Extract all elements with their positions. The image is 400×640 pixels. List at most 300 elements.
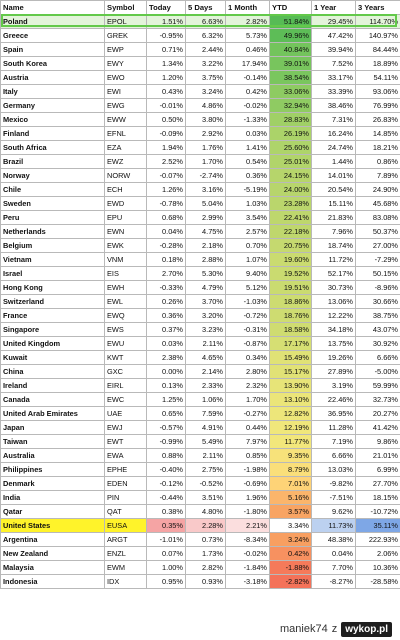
cell-symbol: EWD <box>105 197 147 211</box>
cell-one-month: -0.02% <box>226 547 270 561</box>
cell-one-month: -1.03% <box>226 295 270 309</box>
cell-symbol: ARGT <box>105 533 147 547</box>
cell-symbol: QAT <box>105 505 147 519</box>
cell-name: Japan <box>1 421 105 435</box>
cell-name: Hong Kong <box>1 281 105 295</box>
cell-symbol: UAE <box>105 407 147 421</box>
cell-one-year: 36.95% <box>312 407 356 421</box>
cell-one-month: 0.36% <box>226 169 270 183</box>
cell-one-month: 5.12% <box>226 281 270 295</box>
cell-one-year: 3.19% <box>312 379 356 393</box>
table-row <box>1 491 400 505</box>
cell-ytd: 17.17% <box>270 337 312 351</box>
cell-one-month: -0.72% <box>226 309 270 323</box>
cell-three-years: 45.68% <box>356 197 400 211</box>
table-row <box>1 85 400 99</box>
cell-symbol: EZA <box>105 141 147 155</box>
cell-five-days: 2.18% <box>186 239 226 253</box>
cell-ytd: 18.86% <box>270 295 312 309</box>
cell-symbol: EDEN <box>105 477 147 491</box>
cell-three-years: 76.99% <box>356 99 400 113</box>
cell-today: -0.40% <box>147 463 186 477</box>
cell-five-days: 6.63% <box>186 15 226 29</box>
cell-one-month: 0.03% <box>226 127 270 141</box>
cell-one-year: 7.31% <box>312 113 356 127</box>
cell-five-days: 3.16% <box>186 183 226 197</box>
cell-one-year: 11.73% <box>312 519 356 533</box>
cell-ytd: 15.49% <box>270 351 312 365</box>
cell-name: Belgium <box>1 239 105 253</box>
cell-ytd: 12.19% <box>270 421 312 435</box>
column-header-one-year: 1 Year <box>312 1 356 15</box>
watermark-joiner: z <box>331 623 338 635</box>
cell-today: 0.65% <box>147 407 186 421</box>
cell-ytd: 12.82% <box>270 407 312 421</box>
cell-three-years: 30.66% <box>356 295 400 309</box>
cell-one-year: 19.26% <box>312 351 356 365</box>
cell-name: Greece <box>1 29 105 43</box>
cell-one-year: 15.11% <box>312 197 356 211</box>
cell-five-days: 0.73% <box>186 533 226 547</box>
cell-ytd: 22.41% <box>270 211 312 225</box>
table-row <box>1 561 400 575</box>
table-row <box>1 449 400 463</box>
cell-three-years: -8.96% <box>356 281 400 295</box>
cell-symbol: EWO <box>105 71 147 85</box>
cell-five-days: 2.99% <box>186 211 226 225</box>
cell-ytd: 49.96% <box>270 29 312 43</box>
cell-five-days: 5.04% <box>186 197 226 211</box>
table-row <box>1 267 400 281</box>
cell-name: Qatar <box>1 505 105 519</box>
cell-one-year: 7.96% <box>312 225 356 239</box>
cell-name: Denmark <box>1 477 105 491</box>
table-row <box>1 575 400 589</box>
cell-symbol: EWY <box>105 57 147 71</box>
cell-three-years: 27.70% <box>356 477 400 491</box>
cell-five-days: 3.20% <box>186 309 226 323</box>
cell-today: 0.37% <box>147 323 186 337</box>
cell-today: 1.34% <box>147 57 186 71</box>
cell-ytd: 20.75% <box>270 239 312 253</box>
cell-one-year: 29.45% <box>312 15 356 29</box>
cell-three-years: 114.70% <box>356 15 400 29</box>
cell-three-years: 6.66% <box>356 351 400 365</box>
cell-ytd: 18.76% <box>270 309 312 323</box>
cell-name: Singapore <box>1 323 105 337</box>
cell-five-days: 4.65% <box>186 351 226 365</box>
cell-ytd: 38.54% <box>270 71 312 85</box>
table-body <box>1 15 400 589</box>
cell-name: United States <box>1 519 105 533</box>
cell-three-years: 7.89% <box>356 169 400 183</box>
column-header-one-month: 1 Month <box>226 1 270 15</box>
cell-one-month: 0.54% <box>226 155 270 169</box>
cell-symbol: EWQ <box>105 309 147 323</box>
table-row <box>1 141 400 155</box>
cell-one-month: -1.80% <box>226 505 270 519</box>
cell-ytd: 25.60% <box>270 141 312 155</box>
cell-five-days: 5.30% <box>186 267 226 281</box>
cell-one-month: 9.40% <box>226 267 270 281</box>
cell-one-year: 6.66% <box>312 449 356 463</box>
cell-three-years: 24.90% <box>356 183 400 197</box>
cell-today: -0.95% <box>147 29 186 43</box>
cell-three-years: 222.93% <box>356 533 400 547</box>
cell-one-year: 11.28% <box>312 421 356 435</box>
cell-name: Finland <box>1 127 105 141</box>
cell-one-month: 2.21% <box>226 519 270 533</box>
table-row <box>1 323 400 337</box>
cell-three-years: 21.01% <box>356 449 400 463</box>
cell-one-year: 48.38% <box>312 533 356 547</box>
table-row <box>1 393 400 407</box>
cell-symbol: EIS <box>105 267 147 281</box>
cell-name: Norway <box>1 169 105 183</box>
cell-symbol: EWA <box>105 449 147 463</box>
table-row <box>1 71 400 85</box>
cell-symbol: EIRL <box>105 379 147 393</box>
cell-today: -0.44% <box>147 491 186 505</box>
cell-one-year: 20.54% <box>312 183 356 197</box>
cell-symbol: EWJ <box>105 421 147 435</box>
table-row <box>1 351 400 365</box>
table-row <box>1 43 400 57</box>
cell-symbol: EPU <box>105 211 147 225</box>
cell-name: Ireland <box>1 379 105 393</box>
cell-one-month: 0.70% <box>226 239 270 253</box>
cell-three-years: -28.58% <box>356 575 400 589</box>
cell-symbol: GREK <box>105 29 147 43</box>
cell-symbol: ECH <box>105 183 147 197</box>
cell-one-month: 1.07% <box>226 253 270 267</box>
cell-name: Austria <box>1 71 105 85</box>
cell-one-year: 13.06% <box>312 295 356 309</box>
cell-one-year: 24.74% <box>312 141 356 155</box>
cell-three-years: 20.27% <box>356 407 400 421</box>
cell-name: South Africa <box>1 141 105 155</box>
table-row <box>1 155 400 169</box>
table-row <box>1 113 400 127</box>
column-header-name: Name <box>1 1 105 15</box>
cell-name: Brazil <box>1 155 105 169</box>
cell-three-years: 32.73% <box>356 393 400 407</box>
cell-one-month: -0.87% <box>226 337 270 351</box>
cell-symbol: EWW <box>105 113 147 127</box>
cell-symbol: EWP <box>105 43 147 57</box>
table-row <box>1 295 400 309</box>
cell-name: Taiwan <box>1 435 105 449</box>
cell-symbol: NORW <box>105 169 147 183</box>
cell-one-year: -7.51% <box>312 491 356 505</box>
column-header-symbol: Symbol <box>105 1 147 15</box>
cell-symbol: EPHE <box>105 463 147 477</box>
cell-ytd: 7.01% <box>270 477 312 491</box>
cell-one-month: 0.42% <box>226 85 270 99</box>
cell-one-year: 38.46% <box>312 99 356 113</box>
cell-ytd: 39.01% <box>270 57 312 71</box>
cell-one-year: 7.52% <box>312 57 356 71</box>
cell-five-days: 2.88% <box>186 253 226 267</box>
table-row <box>1 239 400 253</box>
cell-five-days: 3.24% <box>186 85 226 99</box>
cell-five-days: 0.93% <box>186 575 226 589</box>
cell-three-years: -7.29% <box>356 253 400 267</box>
cell-five-days: 6.32% <box>186 29 226 43</box>
cell-today: -0.57% <box>147 421 186 435</box>
cell-name: Vietnam <box>1 253 105 267</box>
cell-ytd: 19.51% <box>270 281 312 295</box>
cell-today: 0.50% <box>147 113 186 127</box>
cell-three-years: 10.36% <box>356 561 400 575</box>
cell-today: 1.20% <box>147 71 186 85</box>
cell-today: 1.25% <box>147 393 186 407</box>
cell-one-year: 22.46% <box>312 393 356 407</box>
cell-three-years: 50.37% <box>356 225 400 239</box>
cell-ytd: 51.84% <box>270 15 312 29</box>
cell-one-month: -1.33% <box>226 113 270 127</box>
cell-ytd: 23.28% <box>270 197 312 211</box>
cell-one-year: 21.83% <box>312 211 356 225</box>
cell-five-days: 2.11% <box>186 337 226 351</box>
cell-three-years: 35.11% <box>356 519 400 533</box>
cell-symbol: EWI <box>105 85 147 99</box>
cell-ytd: 28.83% <box>270 113 312 127</box>
cell-three-years: -10.72% <box>356 505 400 519</box>
cell-symbol: EWT <box>105 435 147 449</box>
cell-ytd: 8.79% <box>270 463 312 477</box>
cell-one-year: 34.18% <box>312 323 356 337</box>
cell-ytd: 26.19% <box>270 127 312 141</box>
cell-name: South Korea <box>1 57 105 71</box>
table-row <box>1 253 400 267</box>
cell-name: Italy <box>1 85 105 99</box>
cell-one-year: 39.94% <box>312 43 356 57</box>
cell-today: -0.07% <box>147 169 186 183</box>
cell-three-years: 93.06% <box>356 85 400 99</box>
cell-name: India <box>1 491 105 505</box>
cell-symbol: EWN <box>105 225 147 239</box>
table-row <box>1 15 400 29</box>
cell-today: -0.99% <box>147 435 186 449</box>
column-header-five-days: 5 Days <box>186 1 226 15</box>
cell-ytd: 3.34% <box>270 519 312 533</box>
cell-name: Poland <box>1 15 105 29</box>
cell-five-days: 5.49% <box>186 435 226 449</box>
cell-today: 1.26% <box>147 183 186 197</box>
cell-today: 2.38% <box>147 351 186 365</box>
cell-ytd: 9.35% <box>270 449 312 463</box>
cell-one-year: 12.22% <box>312 309 356 323</box>
cell-five-days: 3.51% <box>186 491 226 505</box>
cell-symbol: IDX <box>105 575 147 589</box>
cell-ytd: 24.00% <box>270 183 312 197</box>
cell-five-days: 4.86% <box>186 99 226 113</box>
cell-one-year: 7.19% <box>312 435 356 449</box>
cell-today: 0.07% <box>147 547 186 561</box>
cell-ytd: 19.52% <box>270 267 312 281</box>
cell-name: Spain <box>1 43 105 57</box>
cell-name: France <box>1 309 105 323</box>
cell-today: 2.52% <box>147 155 186 169</box>
cell-ytd: -1.88% <box>270 561 312 575</box>
cell-one-month: 2.57% <box>226 225 270 239</box>
cell-three-years: 6.99% <box>356 463 400 477</box>
cell-one-month: -3.18% <box>226 575 270 589</box>
cell-one-month: 5.73% <box>226 29 270 43</box>
table-row <box>1 421 400 435</box>
cell-ytd: 3.57% <box>270 505 312 519</box>
cell-three-years: 38.75% <box>356 309 400 323</box>
table-row <box>1 57 400 71</box>
table-row <box>1 477 400 491</box>
table-row <box>1 435 400 449</box>
cell-three-years: 43.07% <box>356 323 400 337</box>
cell-today: 0.18% <box>147 253 186 267</box>
cell-ytd: 5.16% <box>270 491 312 505</box>
table-row <box>1 211 400 225</box>
cell-one-month: 2.80% <box>226 365 270 379</box>
column-header-today: Today <box>147 1 186 15</box>
cell-five-days: 2.44% <box>186 43 226 57</box>
cell-today: 0.00% <box>147 365 186 379</box>
cell-ytd: 40.84% <box>270 43 312 57</box>
cell-one-month: 0.44% <box>226 421 270 435</box>
cell-today: -0.01% <box>147 99 186 113</box>
cell-three-years: 84.44% <box>356 43 400 57</box>
cell-today: 0.68% <box>147 211 186 225</box>
table-row <box>1 309 400 323</box>
cell-one-month: 7.97% <box>226 435 270 449</box>
cell-five-days: 1.70% <box>186 155 226 169</box>
cell-name: Argentina <box>1 533 105 547</box>
cell-three-years: 18.89% <box>356 57 400 71</box>
cell-one-year: 52.17% <box>312 267 356 281</box>
cell-five-days: 7.59% <box>186 407 226 421</box>
cell-ytd: 33.06% <box>270 85 312 99</box>
cell-one-year: 7.70% <box>312 561 356 575</box>
watermark-author: maniek74 <box>280 623 328 635</box>
cell-three-years: 59.99% <box>356 379 400 393</box>
cell-one-month: -0.27% <box>226 407 270 421</box>
cell-symbol: EPOL <box>105 15 147 29</box>
cell-three-years: 54.11% <box>356 71 400 85</box>
cell-one-year: -9.82% <box>312 477 356 491</box>
cell-one-year: 9.62% <box>312 505 356 519</box>
cell-today: 0.43% <box>147 85 186 99</box>
cell-one-year: 0.04% <box>312 547 356 561</box>
cell-today: -0.28% <box>147 239 186 253</box>
cell-name: Australia <box>1 449 105 463</box>
cell-five-days: 4.75% <box>186 225 226 239</box>
cell-one-year: 27.89% <box>312 365 356 379</box>
cell-three-years: 18.15% <box>356 491 400 505</box>
cell-today: 0.71% <box>147 43 186 57</box>
cell-three-years: 2.06% <box>356 547 400 561</box>
cell-symbol: EWH <box>105 281 147 295</box>
cell-today: 0.04% <box>147 225 186 239</box>
cell-name: Philippines <box>1 463 105 477</box>
cell-symbol: EWK <box>105 239 147 253</box>
table-row <box>1 337 400 351</box>
cell-one-month: 2.32% <box>226 379 270 393</box>
cell-name: Canada <box>1 393 105 407</box>
cell-symbol: ENZL <box>105 547 147 561</box>
cell-today: -0.09% <box>147 127 186 141</box>
cell-one-month: 1.96% <box>226 491 270 505</box>
cell-five-days: 3.80% <box>186 113 226 127</box>
cell-name: Netherlands <box>1 225 105 239</box>
table-row <box>1 519 400 533</box>
cell-today: 0.35% <box>147 519 186 533</box>
cell-one-month: -0.02% <box>226 99 270 113</box>
cell-three-years: 50.15% <box>356 267 400 281</box>
cell-three-years: 14.85% <box>356 127 400 141</box>
cell-five-days: 3.23% <box>186 323 226 337</box>
cell-five-days: 2.92% <box>186 127 226 141</box>
cell-one-year: 33.39% <box>312 85 356 99</box>
cell-one-month: 1.41% <box>226 141 270 155</box>
table-row <box>1 463 400 477</box>
cell-five-days: -2.74% <box>186 169 226 183</box>
cell-ytd: 22.18% <box>270 225 312 239</box>
cell-five-days: 2.11% <box>186 449 226 463</box>
cell-one-year: 1.44% <box>312 155 356 169</box>
cell-three-years: 27.00% <box>356 239 400 253</box>
cell-name: United Arab Emirates <box>1 407 105 421</box>
cell-name: Indonesia <box>1 575 105 589</box>
table-row <box>1 169 400 183</box>
cell-symbol: EUSA <box>105 519 147 533</box>
cell-name: United Kingdom <box>1 337 105 351</box>
cell-three-years: 30.92% <box>356 337 400 351</box>
column-header-ytd: YTD <box>270 1 312 15</box>
cell-one-month: 0.34% <box>226 351 270 365</box>
cell-ytd: 25.01% <box>270 155 312 169</box>
cell-five-days: 1.73% <box>186 547 226 561</box>
table-row <box>1 379 400 393</box>
cell-five-days: 4.91% <box>186 421 226 435</box>
cell-five-days: 1.06% <box>186 393 226 407</box>
table-row <box>1 533 400 547</box>
cell-five-days: 3.22% <box>186 57 226 71</box>
cell-one-month: -0.69% <box>226 477 270 491</box>
cell-today: -1.01% <box>147 533 186 547</box>
cell-one-year: 14.01% <box>312 169 356 183</box>
table-row <box>1 407 400 421</box>
cell-five-days: 2.82% <box>186 561 226 575</box>
cell-one-month: -1.84% <box>226 561 270 575</box>
cell-five-days: 2.28% <box>186 519 226 533</box>
cell-one-month: 17.94% <box>226 57 270 71</box>
cell-five-days: 4.80% <box>186 505 226 519</box>
cell-one-month: -1.98% <box>226 463 270 477</box>
cell-today: 1.51% <box>147 15 186 29</box>
cell-symbol: VNM <box>105 253 147 267</box>
site-logo-text: wykop.pl <box>345 623 388 635</box>
cell-today: 1.94% <box>147 141 186 155</box>
cell-ytd: 0.42% <box>270 547 312 561</box>
table-row <box>1 547 400 561</box>
column-header-three-years: 3 Years <box>356 1 400 15</box>
cell-name: China <box>1 365 105 379</box>
cell-today: 0.88% <box>147 449 186 463</box>
cell-symbol: EWZ <box>105 155 147 169</box>
cell-ytd: 13.90% <box>270 379 312 393</box>
cell-today: 0.13% <box>147 379 186 393</box>
cell-symbol: EWU <box>105 337 147 351</box>
cell-one-year: 30.73% <box>312 281 356 295</box>
